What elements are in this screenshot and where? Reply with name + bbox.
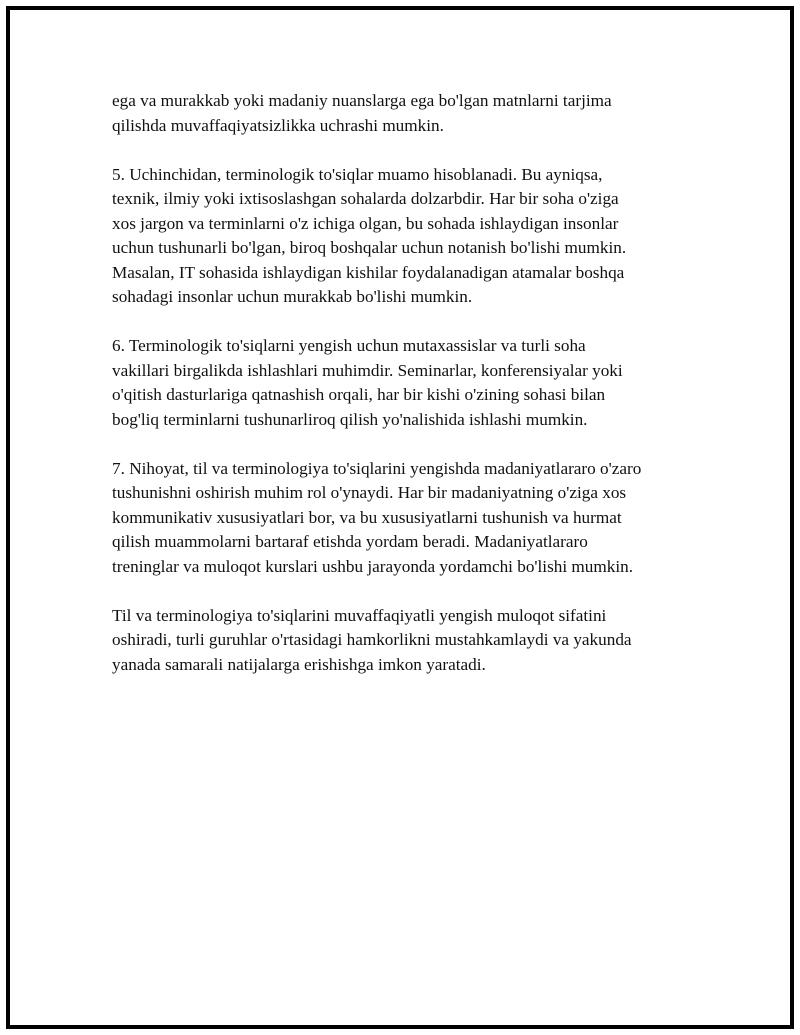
text-line: qilishda muvaffaqiyatsizlikka uchrashi mumkin.: [112, 115, 444, 135]
text-line: treninglar va muloqot kurslari ushbu jarayonda yordamchi bo'lishi mumkin.: [112, 556, 634, 576]
paragraph-item-6: [112, 334, 702, 432]
text-line: bog'liq terminlarni tushunarliroq qilish yo'nalishida ishlashi mumkin.: [112, 409, 588, 429]
text-line: Til va terminologiya to'siqlarini muvaffaqiyatli yengish muloqot sifatini: [112, 605, 607, 625]
text-line: 6. Terminologik to'siqlarni yengish uchun mutaxassislar va turli soha: [112, 336, 586, 355]
paragraph-conclusion: [112, 604, 702, 678]
text-line: uchun tushunarli bo'lgan, biroq boshqalar uchun notanish bo'lishi mumkin.: [112, 238, 627, 257]
text-line: yanada samarali natijalarga erishishga imkon yaratadi.: [112, 654, 486, 674]
text-line: oshiradi, turli guruhlar o'rtasidagi hamkorlikni mustahkamlaydi va yakunda: [112, 630, 632, 649]
document-body: [112, 89, 702, 702]
text-line: sohadagi insonlar uchun murakkab bo'lishi mumkin.: [112, 287, 473, 306]
text-line: 7. Nihoyat, til va terminologiya to'siqlarini yengishda madaniyatlararo o'zaro: [112, 458, 642, 478]
text-line: xos jargon va terminlarni o'z ichiga olgan, bu sohada ishlaydigan insonlar: [112, 213, 619, 233]
paragraph-item-7: [112, 457, 702, 580]
text-line: qilish muammolarni bartaraf etishda yordam beradi. Madaniyatlararo: [112, 532, 588, 551]
text-line: vakillari birgalikda ishlashlari muhimdir. Seminarlar, konferensiyalar yoki: [112, 360, 623, 380]
paragraph-continuation: [112, 89, 702, 138]
text-line: 5. Uchinchidan, terminologik to'siqlar muamo hisoblanadi. Bu ayniqsa,: [112, 164, 603, 184]
text-line: texnik, ilmiy yoki ixtisoslashgan sohalarda dolzarbdir. Har bir soha o'ziga: [112, 189, 619, 208]
text-line: Masalan, IT sohasida ishlaydigan kishilar foydalanadigan atamalar boshqa: [112, 262, 625, 282]
text-line: tushunishni oshirish muhim rol o'ynaydi. Har bir madaniyatning o'ziga xos: [112, 483, 627, 502]
text-line: kommunikativ xususiyatlari bor, va bu xususiyatlarni tushunish va hurmat: [112, 507, 622, 527]
paragraph-item-5: [112, 163, 702, 310]
text-line: ega va murakkab yoki madaniy nuanslarga ega bo'lgan matnlarni tarjima: [112, 91, 612, 110]
text-line: o'qitish dasturlariga qatnashish orqali, har bir kishi o'zining sohasi bilan: [112, 385, 606, 404]
